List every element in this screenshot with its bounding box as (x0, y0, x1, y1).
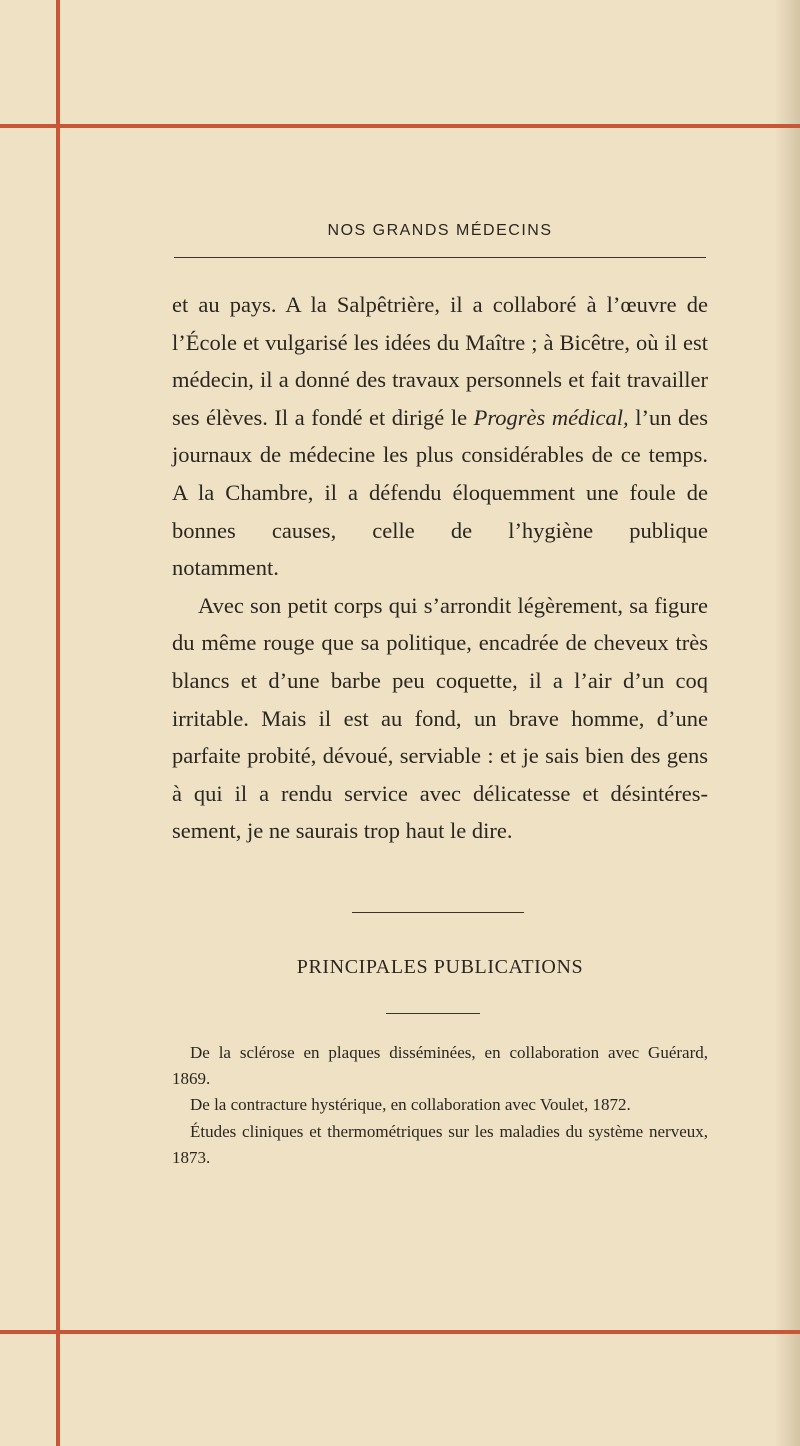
journal-title: Progrès médical, (473, 404, 629, 430)
paragraph-1-text-continued: l’un des journaux de médecine les plus considérables de ce temps. A la Chambre, il a défendu éloquemment une foule de bonnes causes, celle de l’hygiène publique (172, 404, 708, 543)
paragraph-1 (172, 286, 708, 549)
section-title-rule (386, 1013, 480, 1014)
running-header: NOS GRANDS MÉDECINS (327, 222, 553, 239)
publication-entry: De la sclérose en plaques disséminées, en collaboration avec Guérard, 1869. (172, 1043, 708, 1089)
paragraph-2: Avec son petit corps qui s’arrondit légèrement, sa figure du même rouge que sa politique, encadrée de cheveux très blancs et d’une barbe peu coquette, il a l’air d’un coq irritable. Mais il est au fond, un brave homme, d’une parfaite probité, dévoué, serviable : et je sais bien des gens à qui il a rendu service avec délicatesse et désintéres- (172, 592, 708, 806)
margin-rule-top (0, 124, 800, 128)
paragraph-1-last-line: notamment. (172, 555, 279, 581)
page-edge-shadow (774, 0, 800, 1446)
body-text (172, 286, 708, 850)
section-title: PRINCIPALES PUBLICATIONS (296, 956, 584, 978)
header-rule (174, 257, 706, 258)
publications-list (172, 1040, 708, 1171)
publication-entry: De la contracture hystérique, en collaboration avec Voulet, 1872. (190, 1095, 631, 1115)
section-divider (352, 912, 524, 913)
publication-entry: Études cliniques et thermométriques sur les maladies du système nerveux, 1873. (172, 1121, 708, 1167)
margin-rule-vertical (56, 0, 60, 1446)
paragraph-1-text: et au pays. A la Salpêtrière, il a collaboré à l’œuvre de l’École et vulgarisé les idées du Maître ; à Bicêtre, où il est médecin, il a donné des travaux personnels et fait travailler ses élèves. Il a fondé et dirigé le (172, 292, 708, 430)
paragraph-2-last-line: sement, je ne saurais trop haut le dire. (172, 818, 513, 844)
margin-rule-bottom (0, 1330, 800, 1334)
